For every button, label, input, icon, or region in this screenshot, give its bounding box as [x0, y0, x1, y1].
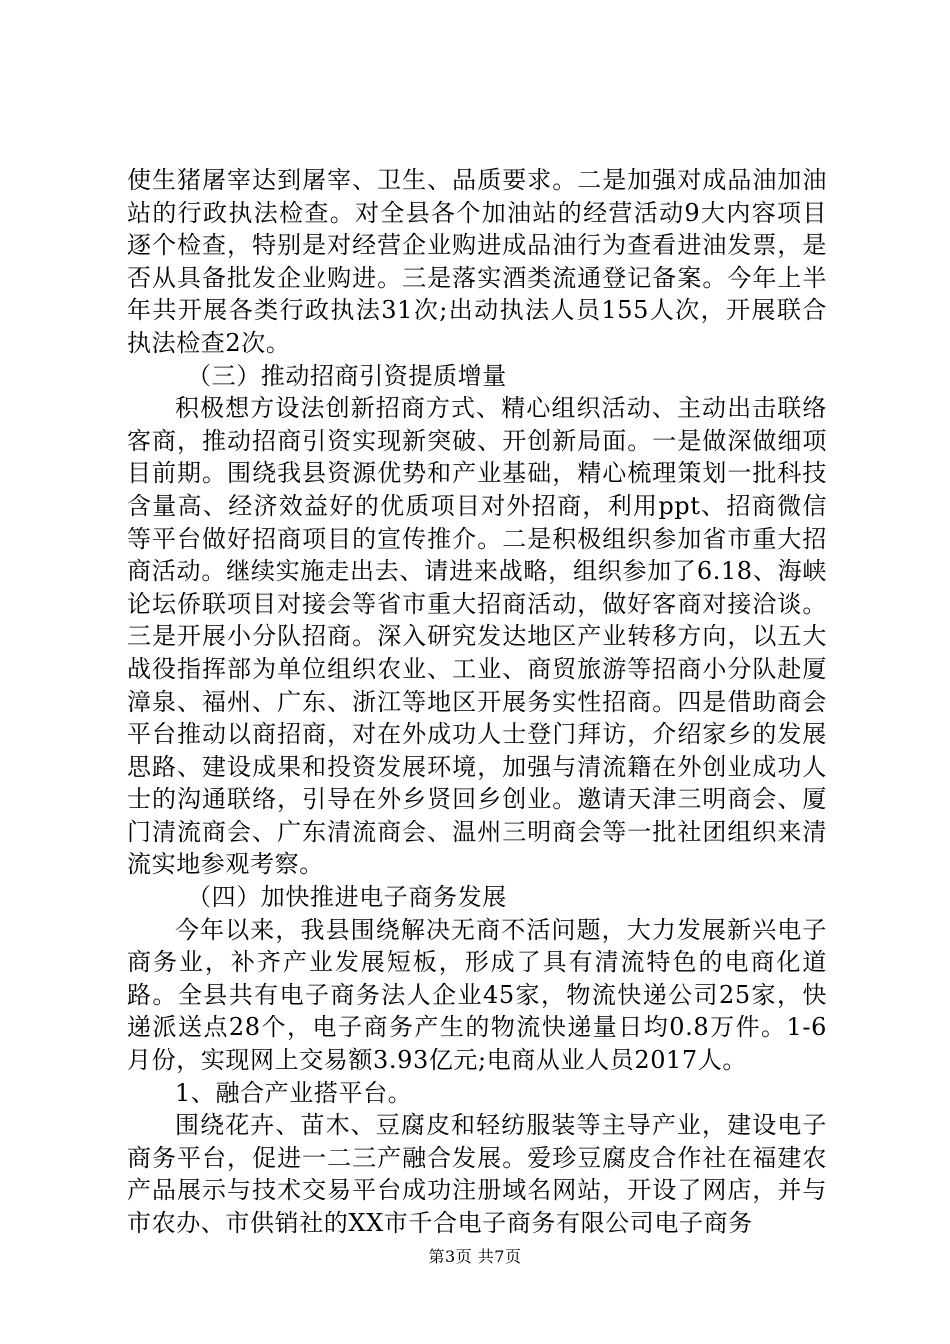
paragraph-continuation: 使生猪屠宰达到屠宰、卫生、品质要求。二是加强对成品油加油站的行政执法检查。对全县各个加油站的经营活动9大内容项目逐个检查，特别是对经营企业购进成品油行为查看进油发票，是否从具备批发企业购进。三是落实酒类流通登记备案。今年上半年共开展各类行政执法31次;出动执法人员155人次，开展联合执法检查2次。	[127, 166, 827, 357]
section-heading-4: （四）加快推进电子商务发展	[187, 883, 507, 912]
section-heading-3: （三）推动招商引资提质增量	[187, 361, 507, 390]
paragraph-ecommerce: 今年以来，我县围绕解决无商不活问题，大力发展新兴电子商务业，补齐产业发展短板，形成了具有清流特色的电商化道路。全县共有电子商务法人企业45家，物流快递公司25家，快递派送点28个，电子商务产生的物流快递量日均0.8万件。1-6月份，实现网上交易额3.93亿元;电商从业人员2017人。	[127, 915, 827, 1075]
document-body	[127, 164, 827, 1240]
paragraph-investment: 积极想方设法创新招商方式、精心组织活动、主动出击联络客商，推动招商引资实现新突破、开创新局面。一是做深做细项目前期。围绕我县资源优势和产业基础，精心梳理策划一批科技含量高、经济效益好的优质项目对外招商，利用ppt、招商微信等平台做好招商项目的宣传推介。二是积极组织参加省市重大招商活动。继续实施走出去、请进来战略，组织参加了6.18、海峡论坛侨联项目对接会等省市重大招商活动，做好客商对接洽谈。三是开展小分队招商。深入研究发达地区产业转移方向，以五大战役指挥部为单位组织农业、工业、商贸旅游等招商小分队赴厦漳泉、福州、广东、浙江等地区开展务实性招商。四是借助商会平台推动以商招商，对在外成功人士登门拜访，介绍家乡的发展思路、建设成果和投资发展环境，加强与清流籍在外创业成功人士的沟通联络，引导在外乡贤回乡创业。邀请天津三明商会、厦门清流商会、广东清流商会、温州三明商会等一批社团组织来清流实地参观考察。	[127, 394, 827, 879]
page-footer	[0, 1247, 950, 1267]
paragraph-platform: 围绕花卉、苗木、豆腐皮和轻纺服装等主导产业，建设电子商务平台，促进一二三产融合发展。爱珍豆腐皮合作社在福建农产品展示与技术交易平台成功注册域名网站，开设了网店，并与市农办、市供销社的XX市千合电子商务有限公司电子商务	[127, 1111, 827, 1237]
subsection-heading-1: 1、融合产业搭平台。	[175, 1078, 413, 1107]
page-number: 第3页 共7页	[428, 1247, 522, 1266]
